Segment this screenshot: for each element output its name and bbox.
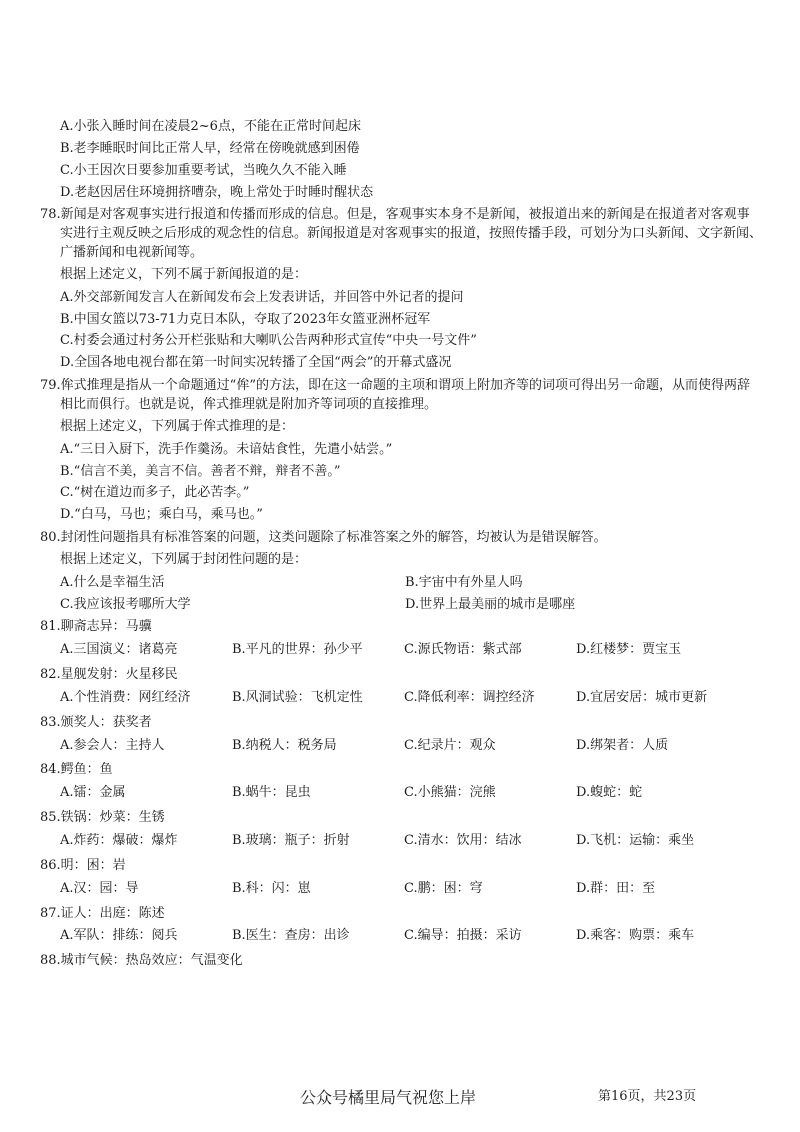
page-footer (0, 1086, 800, 1116)
option-87-b: B.医生：查房：出诊 (232, 928, 350, 944)
option-84-c: C.小熊猫：浣熊 (404, 785, 496, 801)
option-78-b: B.中国女篮以73-71力克日本队，夺取了2023年女篮亚洲杯冠军 (60, 311, 431, 327)
option-84-b: B.蜗牛：昆虫 (232, 785, 311, 801)
question-84-options (40, 784, 762, 803)
option-87-a: A.军队：排练：阅兵 (60, 928, 178, 944)
option-77-a: A.小张入睡时间在凌晨2~6点，不能在正常时间起床 (60, 119, 361, 134)
option-81-b: B.平凡的世界：孙少平 (232, 642, 363, 658)
question-87-stem: 87.证人：出庭：陈述 (40, 905, 165, 921)
question-78-stem: 78.新闻是对客观事实进行报道和传播而形成的信息。但是，客观事实本身不是新闻，被报道出来的新闻是在报道者对客观事实进行主观反映之后形成的观念性的信息。新闻报道是对客观事实的报道，按照传播手段，可划分为口头新闻、文字新闻、广播新闻和电视新闻等。 (40, 207, 763, 261)
question-81-stem: 81.聊斋志异：马骥 (40, 619, 152, 635)
question-79 (40, 377, 762, 525)
option-81-c: C.源氏物语：紫式部 (404, 642, 522, 658)
option-83-a: A.参会人：主持人 (60, 737, 165, 753)
option-86-d: D.群：田：至 (576, 880, 656, 896)
question-80-options (40, 574, 762, 615)
option-79-d: D.“白马，马也；乘白马，乘马也。” (60, 507, 263, 523)
question-88-stem: 88.城市气候：热岛效应：气温变化 (40, 953, 243, 969)
question-85-stem: 85.铁锅：炒菜：生锈 (40, 810, 165, 826)
option-87-d: D.乘客：购票：乘车 (576, 928, 695, 944)
option-86-c: C.鹏：困：穹 (404, 880, 483, 896)
question-83-options (40, 737, 762, 756)
question-77-options (40, 118, 762, 202)
page-number: 第16页，共23页 (598, 1089, 697, 1104)
question-82-stem: 82.星舰发射：火星移民 (40, 667, 178, 683)
option-79-a: A.“三日入厨下，洗手作羹汤。未谙姑食性，先遣小姑尝。” (60, 441, 393, 457)
question-86 (40, 857, 762, 899)
option-86-b: B.科：闪：崽 (232, 880, 311, 896)
option-81-d: D.红楼梦：贾宝玉 (576, 642, 682, 658)
question-84 (40, 761, 762, 803)
question-84-stem: 84.鳄鱼：鱼 (40, 762, 113, 778)
question-80-stem: 80.封闭性问题指具有标准答案的问题，这类问题除了标准答案之外的解答，均被认为是错误解答。 (40, 530, 607, 546)
option-78-d: D.全国各地电视台都在第一时间实况转播了全国“两会”的开幕式盛况 (60, 355, 452, 371)
question-80 (40, 529, 762, 614)
option-79-b: B.“信言不美，美言不信。善者不辩，辩者不善。” (60, 463, 341, 479)
option-82-c: C.降低利率：调控经济 (404, 689, 535, 705)
question-79-stem: 79.侔式推理是指从一个命题通过“侔”的方法，即在这一命题的主项和谓项上附加齐等的词项可得出另一命题，从而使得两辞相比而俱行。也就是说，侔式推理就是附加齐等词项的直接推理。 (40, 378, 750, 412)
question-82 (40, 666, 762, 708)
option-82-a: A.个性消费：网红经济 (60, 689, 191, 705)
option-85-b: B.玻璃：瓶子：折射 (232, 833, 350, 848)
option-77-d: D.老赵因居住环境拥挤嘈杂，晚上常处于时睡时醒状态 (60, 184, 374, 200)
option-83-c: C.纪录片：观众 (404, 737, 496, 753)
option-83-b: B.纳税人：税务局 (232, 737, 337, 753)
option-82-b: B.风洞试验：飞机定性 (232, 689, 363, 705)
option-81-a: A.三国演义：诸葛亮 (60, 642, 178, 658)
option-85-d: D.飞机：运输：乘坐 (576, 833, 695, 848)
question-81 (40, 618, 762, 660)
option-83-d: D.绑架者：人质 (576, 737, 669, 753)
option-79-c: C.“树在道边而多子，此必苦李。” (60, 485, 250, 501)
option-78-a: A.外交部新闻发言人在新闻发布会上发表讲话，并回答中外记者的提问 (60, 289, 464, 305)
question-85-options (40, 832, 762, 851)
question-87-options (40, 927, 762, 946)
question-82-options (40, 689, 762, 708)
option-80-d: D.世界上最美丽的城市是哪座 (405, 596, 576, 612)
option-80-b: B.宇宙中有外星人吗 (405, 574, 523, 590)
option-86-a: A.汉：园：导 (60, 880, 139, 896)
question-83 (40, 714, 762, 756)
question-79-prompt: 根据上述定义，下列属于侔式推理的是： (60, 418, 295, 434)
option-80-c: C.我应该报考哪所大学 (60, 596, 191, 612)
question-78 (40, 206, 762, 373)
option-85-c: C.清水：饮用：结冰 (404, 833, 522, 848)
option-78-c: C.村委会通过村务公开栏张贴和大喇叭公告两种形式宣传“中央一号文件” (60, 333, 477, 349)
question-80-prompt: 根据上述定义，下列属于封闭性问题的是： (60, 551, 308, 567)
option-84-a: A.镭：金属 (60, 785, 126, 801)
option-80-a: A.什么是幸福生活 (60, 574, 165, 590)
footer-watermark: 公众号橘里局气祝您上岸 (300, 1088, 477, 1107)
option-77-b: B.老李睡眠时间比正常人早，经常在傍晚就感到困倦 (60, 140, 360, 156)
page-content (40, 118, 762, 971)
question-86-stem: 86.明：困：岩 (40, 857, 126, 873)
question-85 (40, 809, 762, 851)
option-87-c: C.编导：拍摄：采访 (404, 928, 522, 944)
question-87 (40, 905, 762, 947)
question-83-stem: 83.颁奖人：获奖者 (40, 714, 152, 730)
question-86-options (40, 880, 762, 899)
option-77-c: C.小王因次日要参加重要考试，当晚久久不能入睡 (60, 162, 347, 178)
question-78-prompt: 根据上述定义，下列不属于新闻报道的是： (60, 266, 308, 282)
question-81-options (40, 641, 762, 660)
option-85-a: A.炸药：爆破：爆炸 (60, 833, 178, 848)
option-82-d: D.宜居安居：城市更新 (576, 689, 708, 705)
option-84-d: D.蝮蛇：蛇 (576, 785, 643, 801)
